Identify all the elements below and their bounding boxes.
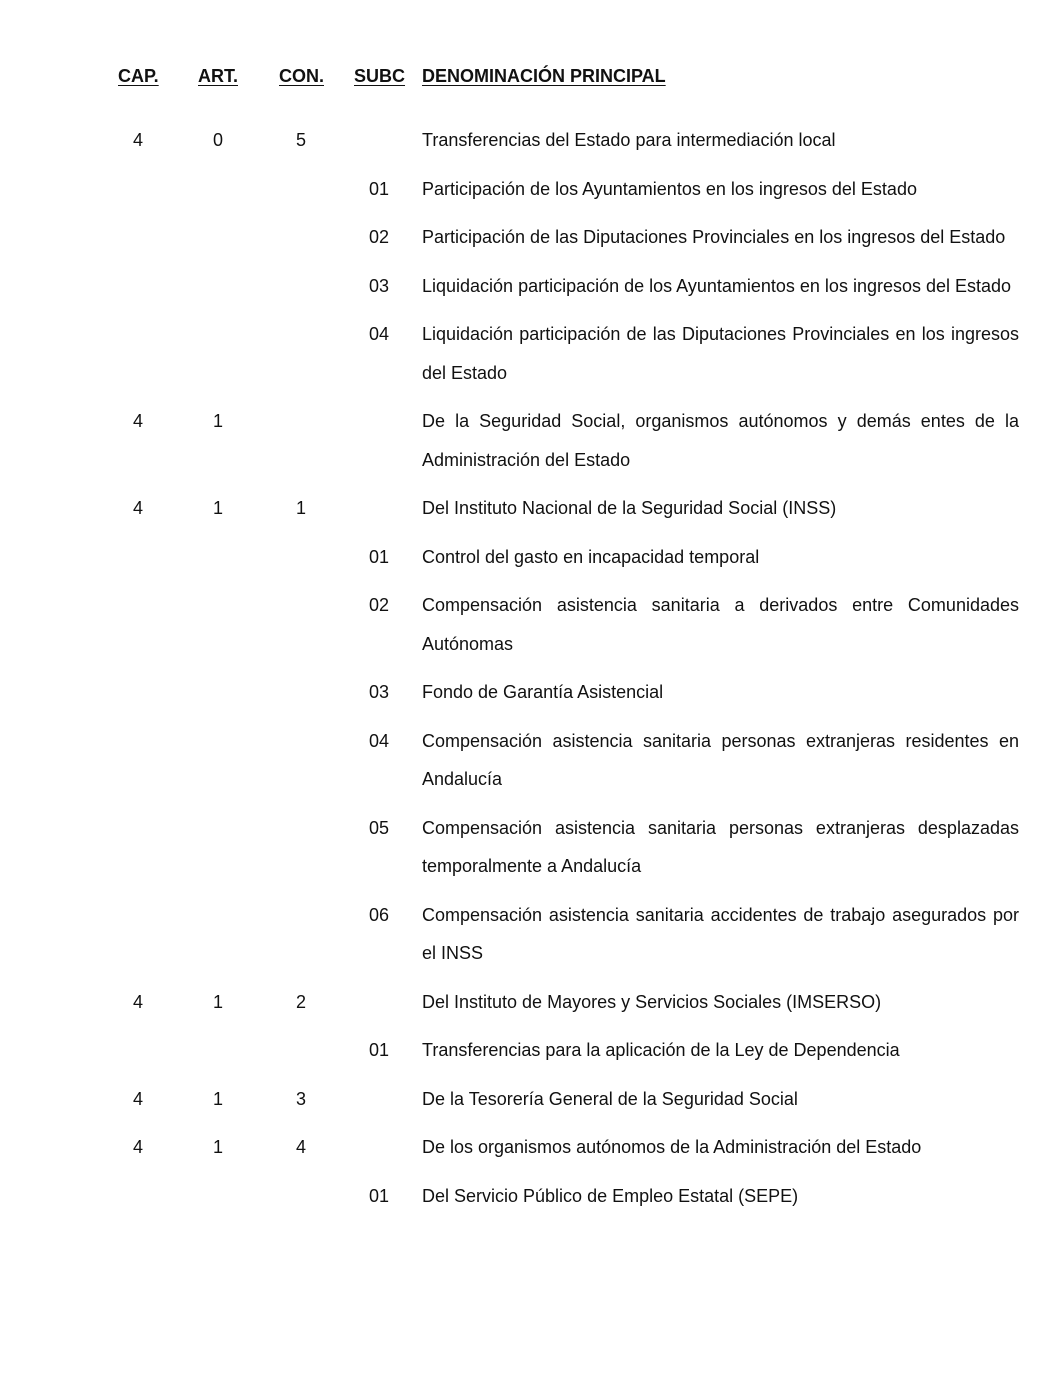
- denominacion-cell: De la Seguridad Social, organismos autónomos y demás entes de la Administración del Estado: [422, 411, 1019, 470]
- denominacion-cell: De la Tesorería General de la Seguridad Social: [422, 1088, 798, 1109]
- subc-cell: 04: [368, 730, 390, 751]
- denominacion-cell: Compensación asistencia sanitaria a derivados entre Comunidades Autónomas: [422, 595, 1019, 654]
- table-row: [0, 218, 1058, 257]
- table-row: [0, 538, 1058, 577]
- table-row: [0, 315, 1058, 392]
- art-cell: 1: [212, 1137, 223, 1157]
- subc-cell: 02: [368, 595, 390, 615]
- subc-cell: 01: [368, 1185, 390, 1206]
- table-row: [0, 983, 1058, 1022]
- table-row: [0, 809, 1058, 886]
- subc-cell: 06: [368, 904, 390, 925]
- con-cell: 1: [295, 498, 306, 518]
- header-subc: SUBC: [354, 66, 406, 86]
- denominacion-cell: Fondo de Garantía Asistencial: [422, 682, 664, 702]
- con-cell: 5: [295, 130, 306, 150]
- cap-cell: 4: [132, 1088, 143, 1109]
- cap-cell: 4: [132, 411, 143, 431]
- table-row: [0, 267, 1058, 306]
- table-row: [0, 1177, 1058, 1216]
- table-header: [0, 66, 1058, 92]
- table-row: [0, 489, 1058, 528]
- art-cell: 1: [212, 411, 223, 431]
- denominacion-cell: Transferencias para la aplicación de la Ley de Dependencia: [422, 1040, 900, 1060]
- cap-cell: 4: [132, 130, 143, 150]
- con-cell: 2: [295, 991, 306, 1012]
- con-cell: 3: [295, 1088, 306, 1109]
- denominacion-cell: Compensación asistencia sanitaria personas extranjeras desplazadas temporalmente a Andalucía: [422, 817, 1019, 876]
- con-cell: 4: [295, 1137, 306, 1157]
- table-row: [0, 673, 1058, 712]
- art-cell: 1: [212, 1088, 223, 1109]
- art-cell: 0: [212, 130, 223, 150]
- subc-cell: 03: [368, 682, 390, 702]
- table-body: [0, 121, 1058, 1225]
- denominacion-cell: De los organismos autónomos de la Administración del Estado: [422, 1137, 922, 1157]
- subc-cell: 04: [368, 324, 390, 344]
- table-row: [0, 586, 1058, 663]
- header-cap: CAP.: [118, 66, 159, 86]
- table-row: [0, 1080, 1058, 1119]
- header-con: CON.: [279, 66, 324, 86]
- art-cell: 1: [212, 498, 223, 518]
- subc-cell: 01: [368, 1040, 390, 1060]
- subc-cell: 01: [368, 178, 390, 199]
- subc-cell: 02: [368, 227, 390, 247]
- denominacion-cell: Transferencias del Estado para intermediación local: [422, 130, 836, 150]
- cap-cell: 4: [132, 991, 143, 1012]
- denominacion-cell: Liquidación participación de las Diputaciones Provinciales en los ingresos del Estado: [422, 324, 1019, 383]
- table-row: [0, 402, 1058, 479]
- table-row: [0, 1031, 1058, 1070]
- denominacion-cell: Del Instituto Nacional de la Seguridad Social (INSS): [422, 498, 837, 518]
- cap-cell: 4: [132, 498, 143, 518]
- header-denominacion: DENOMINACIÓN PRINCIPAL: [422, 66, 666, 86]
- art-cell: 1: [212, 991, 223, 1012]
- denominacion-cell: Compensación asistencia sanitaria accidentes de trabajo asegurados por el INSS: [422, 904, 1019, 963]
- denominacion-cell: Compensación asistencia sanitaria personas extranjeras residentes en Andalucía: [422, 730, 1019, 789]
- header-art: ART.: [198, 66, 238, 86]
- cap-cell: 4: [132, 1137, 143, 1157]
- table-row: [0, 1128, 1058, 1167]
- denominacion-cell: Participación de las Diputaciones Provinciales en los ingresos del Estado: [422, 227, 1006, 247]
- table-row: [0, 170, 1058, 209]
- table-row: [0, 121, 1058, 160]
- denominacion-cell: Control del gasto en incapacidad temporal: [422, 546, 760, 567]
- subc-cell: 03: [368, 275, 390, 296]
- denominacion-cell: Liquidación participación de los Ayuntamientos en los ingresos del Estado: [422, 275, 1012, 296]
- table-row: [0, 722, 1058, 799]
- subc-cell: 01: [368, 546, 390, 567]
- denominacion-cell: Del Servicio Público de Empleo Estatal (SEPE): [422, 1185, 799, 1206]
- denominacion-cell: Del Instituto de Mayores y Servicios Sociales (IMSERSO): [422, 991, 882, 1012]
- denominacion-cell: Participación de los Ayuntamientos en los ingresos del Estado: [422, 178, 917, 199]
- subc-cell: 05: [368, 817, 390, 838]
- table-row: [0, 896, 1058, 973]
